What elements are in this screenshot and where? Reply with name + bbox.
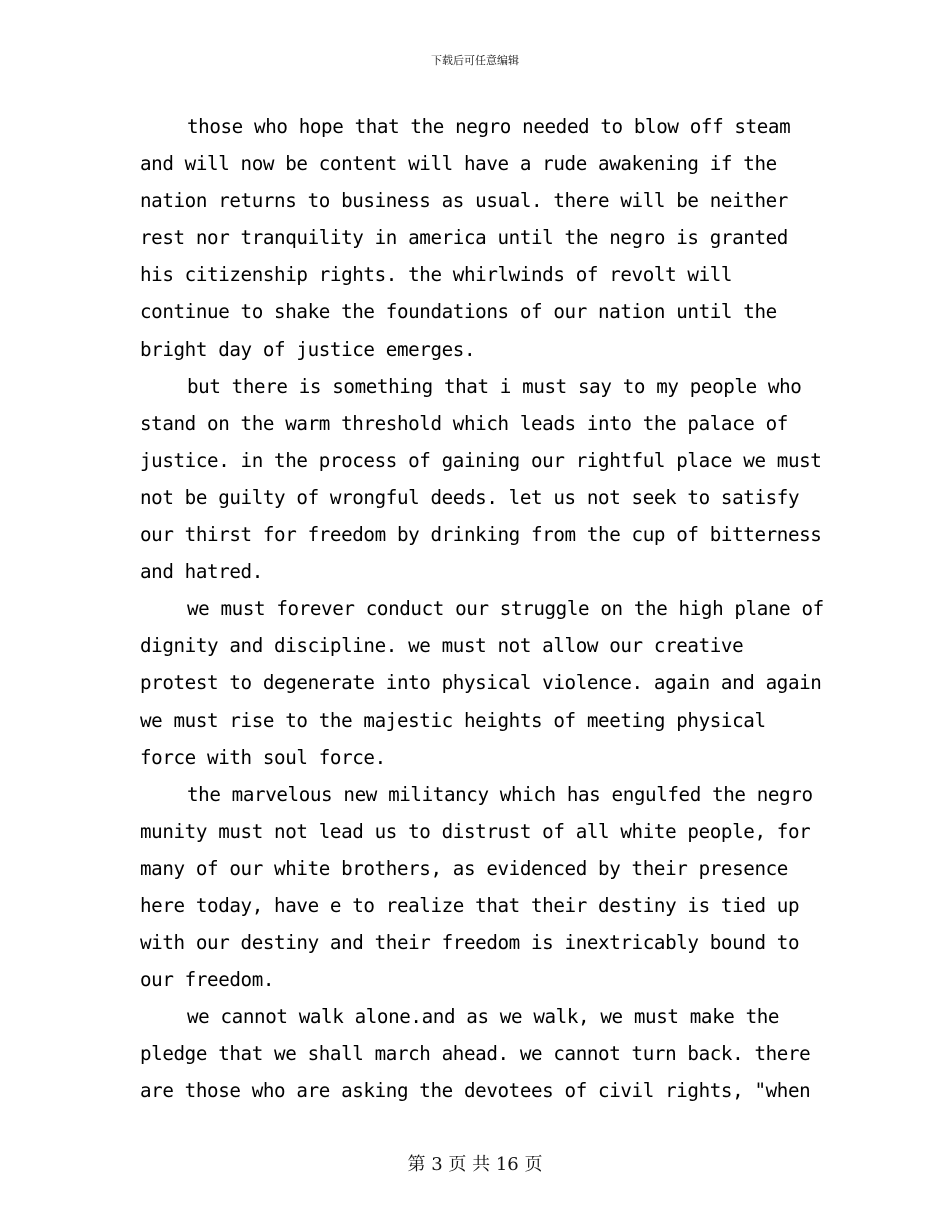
text-line: our freedom. (140, 968, 275, 992)
text-line: bright day of justice emerges. (140, 337, 476, 361)
text-line: protest to degenerate into physical violence. again and again (140, 671, 822, 695)
text-line: nation returns to business as usual. there will be neither (140, 189, 788, 213)
text-line: here today, have e to realize that their destiny is tied up (140, 893, 800, 917)
text-line: we must rise to the majestic heights of meeting physical (140, 708, 766, 732)
text-line: munity must not lead us to distrust of all white people, for (140, 819, 811, 843)
text-line: justice. in the process of gaining our rightful place we must (140, 448, 822, 472)
text-line: the marvelous new militancy which has engulfed the negro (187, 782, 813, 806)
text-line: dignity and discipline. we must not allow our creative (140, 634, 744, 658)
text-line: many of our white brothers, as evidenced by their presence (140, 856, 788, 880)
text-line: and hatred. (140, 560, 263, 584)
text-line: those who hope that the negro needed to blow off steam (187, 115, 791, 138)
text-line: his citizenship rights. the whirlwinds of revolt will (140, 263, 733, 287)
text-line: continue to shake the foundations of our nation until the (140, 300, 777, 324)
text-line: force with soul force. (140, 745, 386, 769)
page-number-footer (0, 1153, 950, 1177)
text-line: our thirst for freedom by drinking from the cup of bitterness (140, 523, 822, 547)
text-line: stand on the warm threshold which leads into the palace of (140, 411, 788, 435)
text-line: pledge that we shall march ahead. we cannot turn back. there (140, 1042, 811, 1066)
page-number-label: 第 3 页 共 16 页 (407, 1154, 543, 1175)
text-line: rest nor tranquility in america until the negro is granted (140, 226, 788, 250)
text-line: we cannot walk alone.and as we walk, we must make the (187, 1005, 780, 1029)
text-line: we must forever conduct our struggle on the high plane of (187, 597, 824, 621)
text-line: not be guilty of wrongful deeds. let us not seek to satisfy (140, 485, 800, 509)
document-body (140, 108, 824, 1110)
header-note: 下载后可任意编辑 (431, 54, 519, 67)
text-line: are those who are asking the devotees of civil rights, "when (140, 1079, 811, 1103)
text-line: and will now be content will have a rude awakening if the (140, 152, 777, 176)
text-line: but there is something that i must say to my people who (187, 374, 802, 398)
text-line: with our destiny and their freedom is inextricably bound to (140, 931, 800, 955)
